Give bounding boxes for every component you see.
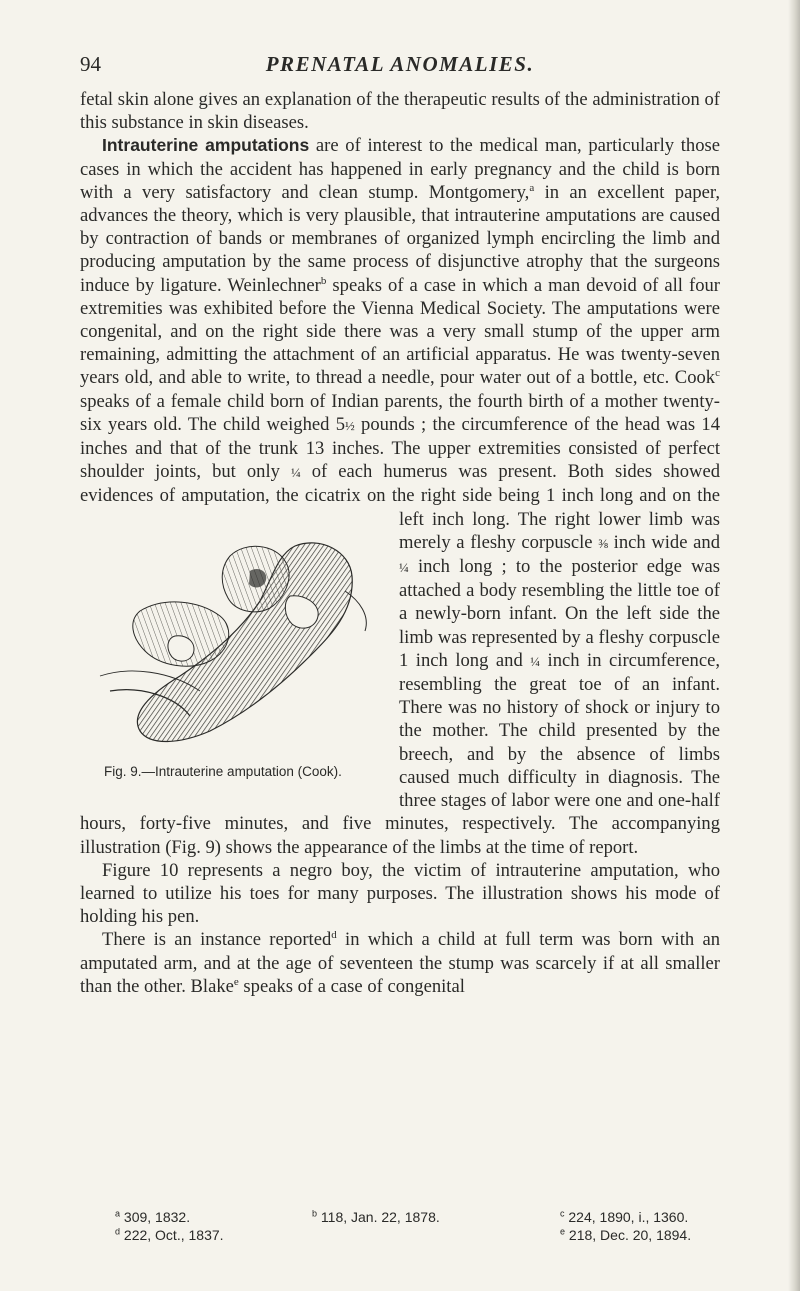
text-run: inch long. The right lower limb was merely a fleshy corpuscle <box>399 508 721 553</box>
footnote-mark: c <box>560 1208 565 1219</box>
page-number: 94 <box>80 52 101 76</box>
footnote-c <box>560 1208 688 1226</box>
footnote-text: 118, Jan. 22, 1878. <box>320 1209 440 1225</box>
text-run: in which a child at full term was born with an amputated arm, and at the age of seventeen the stump was scarcely if at all smaller than the other. Blake <box>80 929 721 997</box>
footnote-ref-c: c <box>715 367 720 380</box>
footnote-b <box>312 1208 440 1226</box>
infant-illustration <box>80 516 385 766</box>
text-run: pounds ; the circumference of the head was 14 inches and that of the trunk 13 inches. The upper extremities consisted of perfect shoulder joints, but only <box>80 413 720 483</box>
footnotes <box>115 1208 725 1244</box>
paragraph-2 <box>80 134 720 858</box>
footnote-a <box>115 1208 190 1226</box>
footnote-mark: d <box>115 1226 121 1237</box>
footnote-mark: b <box>312 1208 318 1219</box>
figure-caption: Fig. 9.—Intrauterine amputation (Cook). <box>104 764 342 780</box>
footnote-row <box>115 1226 725 1244</box>
footnote-text: 309, 1832. <box>123 1209 191 1225</box>
footnote-row <box>115 1208 725 1226</box>
figure-9 <box>80 516 385 786</box>
text-run: speaks of a case in which a man devoid of all four extremities was exhibited before the Vienna Medical Society. The amputations were congenital, and on the right side there was a very small stump of the upper arm remaining, admitting the attachment of an artificial apparatus. He was twenty-seven years old, and able to write, to thread a needle, pour water out of a bottle, etc. Cook <box>80 274 720 389</box>
text-run: in an excellent paper, advances the theory, which is very plausible, that intrauterine amputations are caused by contraction of bands or membranes of organized lymph encircling the limb and producing amputation by the same process of disjunctive atrophy that the surgeons induce by ligature. Weinlechner <box>80 181 720 296</box>
page-edge <box>788 0 800 1291</box>
footnote-mark: e <box>560 1226 566 1237</box>
text-run: speaks of a case of congenital <box>238 975 465 997</box>
fraction-quarter: ¼ <box>290 465 301 481</box>
footnote-ref-b: b <box>320 274 327 287</box>
section-lead-heading: Intrauterine amputations <box>102 135 310 156</box>
footnote-ref-e: e <box>233 975 239 988</box>
fraction-quarter: ¼ <box>530 653 541 669</box>
text-run: of each humerus was present. Both sides showed evidences of amputation, the cicatrix on the right side being 1 inch long and on the left <box>80 461 720 530</box>
text-run: speaks of a female child born of Indian parents, the fourth birth of a mother twenty-six years old. The child weighed 5 <box>80 390 720 435</box>
body-text <box>80 88 720 998</box>
footnote-d <box>115 1226 224 1244</box>
footnote-ref-d: d <box>331 929 337 942</box>
text-run: inch in circumference, resembling the great toe of an infant. There was no history of shock or injury to the mother. The child presented by the breech, and by the absence of limbs caused much difficulty in diagnosis. The three stages of labor were one and one-half hours, forty-five minutes, and five minutes, respectively. The accompanying illustration (Fig. 9) shows the appearance of the limbs at the time of report. <box>80 649 720 858</box>
footnote-text: 222, Oct., 1837. <box>123 1227 224 1243</box>
fraction-three-eighths: ⅜ <box>598 535 608 551</box>
footnote-text: 218, Dec. 20, 1894. <box>568 1227 692 1243</box>
paragraph-1: fetal skin alone gives an explanation of the therapeutic results of the administration of this substance in skin diseases. <box>80 89 720 134</box>
footnote-mark: a <box>115 1208 121 1219</box>
footnote-text: 224, 1890, i., 1360. <box>568 1209 689 1225</box>
footnote-e <box>560 1226 691 1244</box>
page-header <box>80 52 720 82</box>
running-title: PRENATAL ANOMALIES. <box>265 52 535 76</box>
fraction-half: ½ <box>345 417 355 433</box>
footnote-ref-a: a <box>529 181 535 194</box>
paragraph-4 <box>80 928 720 998</box>
text-run: There is an instance reported <box>102 929 332 951</box>
paragraph-3: Figure 10 represents a negro boy, the victim of intrauterine amputation, who learned to utilize his toes for many purposes. The illustration shows his mode of holding his pen. <box>80 859 720 928</box>
fraction-quarter: ¼ <box>399 560 409 576</box>
text-run: inch wide and <box>607 531 720 553</box>
text-run: are of interest to the medical man, particularly those cases in which the accident has happened in early pregnancy and the child is born with a very satisfactory and clean stump. Montgomery, <box>80 135 720 203</box>
text-run: inch long ; to the posterior edge was attached a body resembling the little toe of a newly-born infant. On the left side the limb was represented by a fleshy corpuscle 1 inch long and <box>399 556 720 671</box>
